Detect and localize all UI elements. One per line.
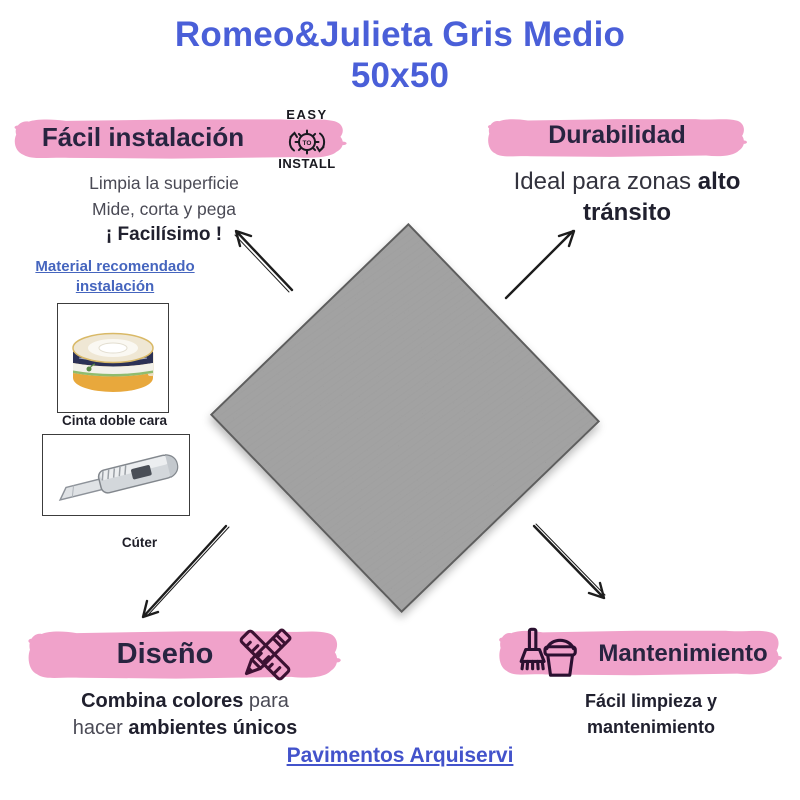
- maintenance-line2: mantenimiento: [586, 717, 715, 737]
- install-line-3: ¡ Facilísimo !: [105, 224, 223, 245]
- arrow-top-right: [506, 231, 574, 298]
- tape-caption: Cinta doble cara: [61, 413, 168, 428]
- maintenance-line1: Fácil limpieza y: [584, 691, 718, 711]
- design-line1-regular: para: [243, 690, 289, 712]
- install-description: [18, 170, 310, 248]
- material-link-line1: Material recomendado: [35, 258, 195, 275]
- maintenance-heading: Mantenimiento: [598, 640, 768, 667]
- tape-photo-frame: [57, 303, 169, 413]
- durability-text-bold2: tránsito: [582, 199, 671, 226]
- design-line1: [30, 688, 340, 715]
- cutter-photo-frame: [42, 434, 190, 516]
- design-line1-bold: Combina colores: [81, 690, 244, 712]
- badge-text-install: INSTALL: [278, 156, 336, 171]
- material-link-line2: instalación: [75, 278, 155, 295]
- badge-text-to: TO: [302, 139, 312, 147]
- arrow-bottom-right: [534, 524, 605, 598]
- durability-text-bold1: alto: [697, 168, 741, 195]
- design-line2-bold: ambientes únicos: [128, 717, 298, 739]
- design-heading: Diseño: [116, 638, 214, 670]
- material-recommendation-link[interactable]: [14, 257, 216, 297]
- cutter-caption: Cúter: [121, 535, 158, 550]
- design-description: [30, 688, 340, 742]
- durability-heading: Durabilidad: [548, 121, 686, 149]
- durability-description: [462, 166, 792, 228]
- footer-brand-link[interactable]: Pavimentos Arquiservi: [286, 744, 514, 767]
- page-title: [0, 14, 800, 96]
- broom-bucket-icon: [512, 625, 578, 685]
- install-heading: Fácil instalación: [41, 122, 245, 152]
- durability-text-regular: Ideal para zonas: [513, 168, 698, 195]
- design-line2: [30, 715, 340, 742]
- page-title-line1: Romeo&Julieta Gris Medio: [174, 15, 626, 54]
- design-line2-regular: hacer: [72, 717, 129, 739]
- ruler-pencil-icon: [228, 623, 302, 687]
- page-title-line2: 50x50: [350, 56, 450, 95]
- badge-text-easy: EASY: [286, 107, 328, 122]
- install-line-1: Limpia la superficie: [89, 173, 239, 193]
- install-line-2: Mide, corta y pega: [92, 199, 236, 219]
- gray-carpet-tile-diamond: [210, 223, 600, 613]
- utility-knife-photo: [47, 440, 185, 510]
- easy-to-install-gear-icon: [266, 104, 348, 174]
- maintenance-description: [521, 688, 781, 740]
- double-sided-tape-photo: [63, 310, 163, 406]
